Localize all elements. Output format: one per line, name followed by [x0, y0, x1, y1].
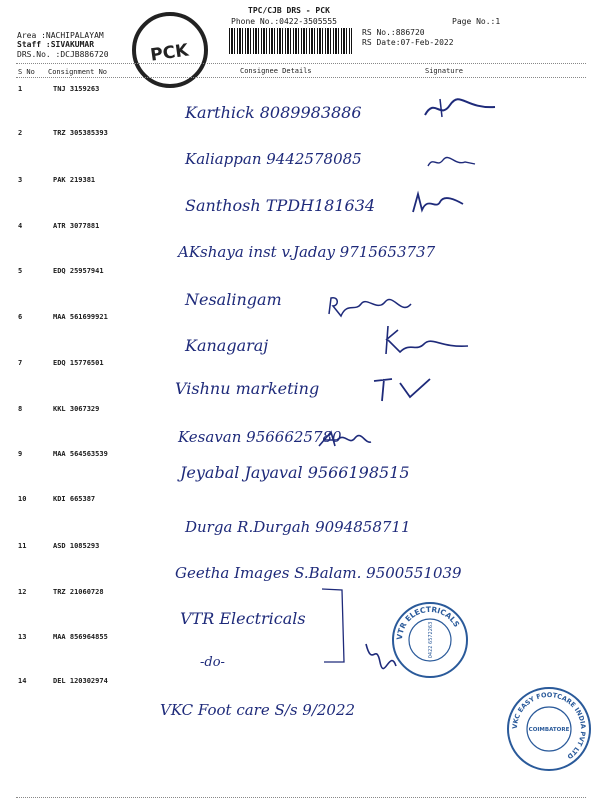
row-1-signature: [420, 95, 500, 123]
row-3-consignee-handwriting: Santhosh TPDH181634: [185, 196, 376, 215]
header-bottom-divider: [16, 77, 586, 78]
row-7-consignee-handwriting: Vishnu marketing: [175, 379, 320, 398]
header-top-divider: [16, 63, 586, 64]
rs-number: RS No.:886720: [362, 28, 425, 37]
row-9-consignee-handwriting: Jeyabal Jayaval 9566198515: [180, 463, 410, 482]
vtr-stamp-outer-text: VTR ELECTRICALS: [394, 604, 462, 641]
row-13-sno: 13: [18, 633, 27, 641]
row-3-consignment: PAK 219381: [53, 176, 96, 184]
row-2-sno: 2: [18, 129, 23, 137]
row-14-consignment: DEL 120302974: [53, 677, 108, 685]
row-12-sno: 12: [18, 588, 27, 596]
drs-number: DRS.No. :DCJB886720: [17, 50, 109, 59]
row-9-sno: 9: [18, 450, 23, 458]
vtr-stamp-inner-text: 0422 6572263: [428, 621, 434, 659]
row-10-consignee-handwriting: Durga R.Durgah 9094858711: [185, 518, 411, 536]
row-6-sno: 6: [18, 313, 23, 321]
row-5-signature: [325, 292, 415, 322]
row-6-consignee-handwriting: Kanagaraj: [185, 336, 269, 355]
area-label: Area :NACHIPALAYAM: [17, 31, 104, 40]
row-12-consignment: TRZ 21060728: [53, 588, 104, 596]
row-11-sno: 11: [18, 542, 27, 550]
row-6-signature: [380, 322, 475, 356]
row-4-sno: 4: [18, 222, 23, 230]
row-2-consignee-handwriting: Kaliappan 9442578085: [185, 150, 362, 168]
row-12-consignee-handwriting: VTR Electricals: [180, 609, 306, 628]
row-8-sno: 8: [18, 405, 23, 413]
staff-label: Staff :SIVAKUMAR: [17, 40, 95, 49]
vkc-footcare-stamp: [505, 685, 593, 773]
column-header-consignment: Consignment No: [48, 68, 108, 76]
row-1-consignment: TNJ 3159263: [53, 85, 100, 93]
vkc-stamp-inner-text: COIMBATORE: [528, 727, 570, 733]
vkc-stamp-outer-text: VKC EASY FOOTCARE INDIA PVT LTD: [510, 690, 588, 761]
row-4-consignment: ATR 3077881: [53, 222, 100, 230]
row-5-consignee-handwriting: Nesalingam: [185, 290, 282, 309]
row-6-consignment: MAA 561699921: [53, 313, 108, 321]
rs-date: RS Date:07-Feb-2022: [362, 38, 454, 47]
row-14-sno: 14: [18, 677, 27, 685]
row-13-consignee-handwriting: -do-: [200, 655, 225, 670]
row-7-sno: 7: [18, 359, 23, 367]
pck-stamp: [128, 10, 212, 94]
grouping-bracket: [320, 586, 350, 666]
row-7-consignment: EDQ 15776501: [53, 359, 104, 367]
row-1-consignee-handwriting: Karthick 8089983886: [185, 103, 362, 122]
row-2-consignment: TRZ 305385393: [53, 129, 108, 137]
row-3-signature: [408, 190, 468, 216]
column-header-consignee: Consignee Details: [240, 67, 312, 75]
phone-number: Phone No.:0422-3505555: [231, 17, 337, 26]
row-5-sno: 5: [18, 267, 23, 275]
row-2-signature: [425, 152, 480, 172]
row-5-consignment: EDQ 25957941: [53, 267, 104, 275]
column-header-sno: S No: [18, 68, 35, 76]
row-11-consignment: ASD 1085293: [53, 542, 100, 550]
pck-stamp-text: PCK: [149, 40, 190, 66]
row-8-consignment: KKL 3067329: [53, 405, 100, 413]
document-title: TPC/CJB DRS - PCK: [248, 6, 330, 15]
row-9-consignment: MAA 564563539: [53, 450, 108, 458]
row-14-consignee-handwriting: VKC Foot care S/s 9/2022: [160, 701, 356, 719]
row-3-sno: 3: [18, 176, 23, 184]
vtr-electricals-stamp: [390, 600, 470, 680]
row-4-consignee-handwriting: AKshaya inst v.Jaday 9715653737: [178, 243, 436, 261]
column-header-signature: Signature: [425, 67, 463, 75]
barcode-image: [229, 28, 352, 54]
row-7-signature: [370, 375, 440, 405]
row-8-consignee-handwriting: Kesavan 9566625780: [178, 428, 342, 446]
row-1-sno: 1: [18, 85, 23, 93]
row-8-signature: [315, 428, 375, 450]
page-number: Page No.:1: [452, 17, 501, 26]
row-11-consignee-handwriting: Geetha Images S.Balam. 9500551039: [175, 564, 462, 582]
row-10-consignment: KDI 665387: [53, 495, 96, 503]
row-10-sno: 10: [18, 495, 27, 503]
page-bottom-divider: [16, 797, 586, 798]
row-13-consignment: MAA 856964855: [53, 633, 108, 641]
